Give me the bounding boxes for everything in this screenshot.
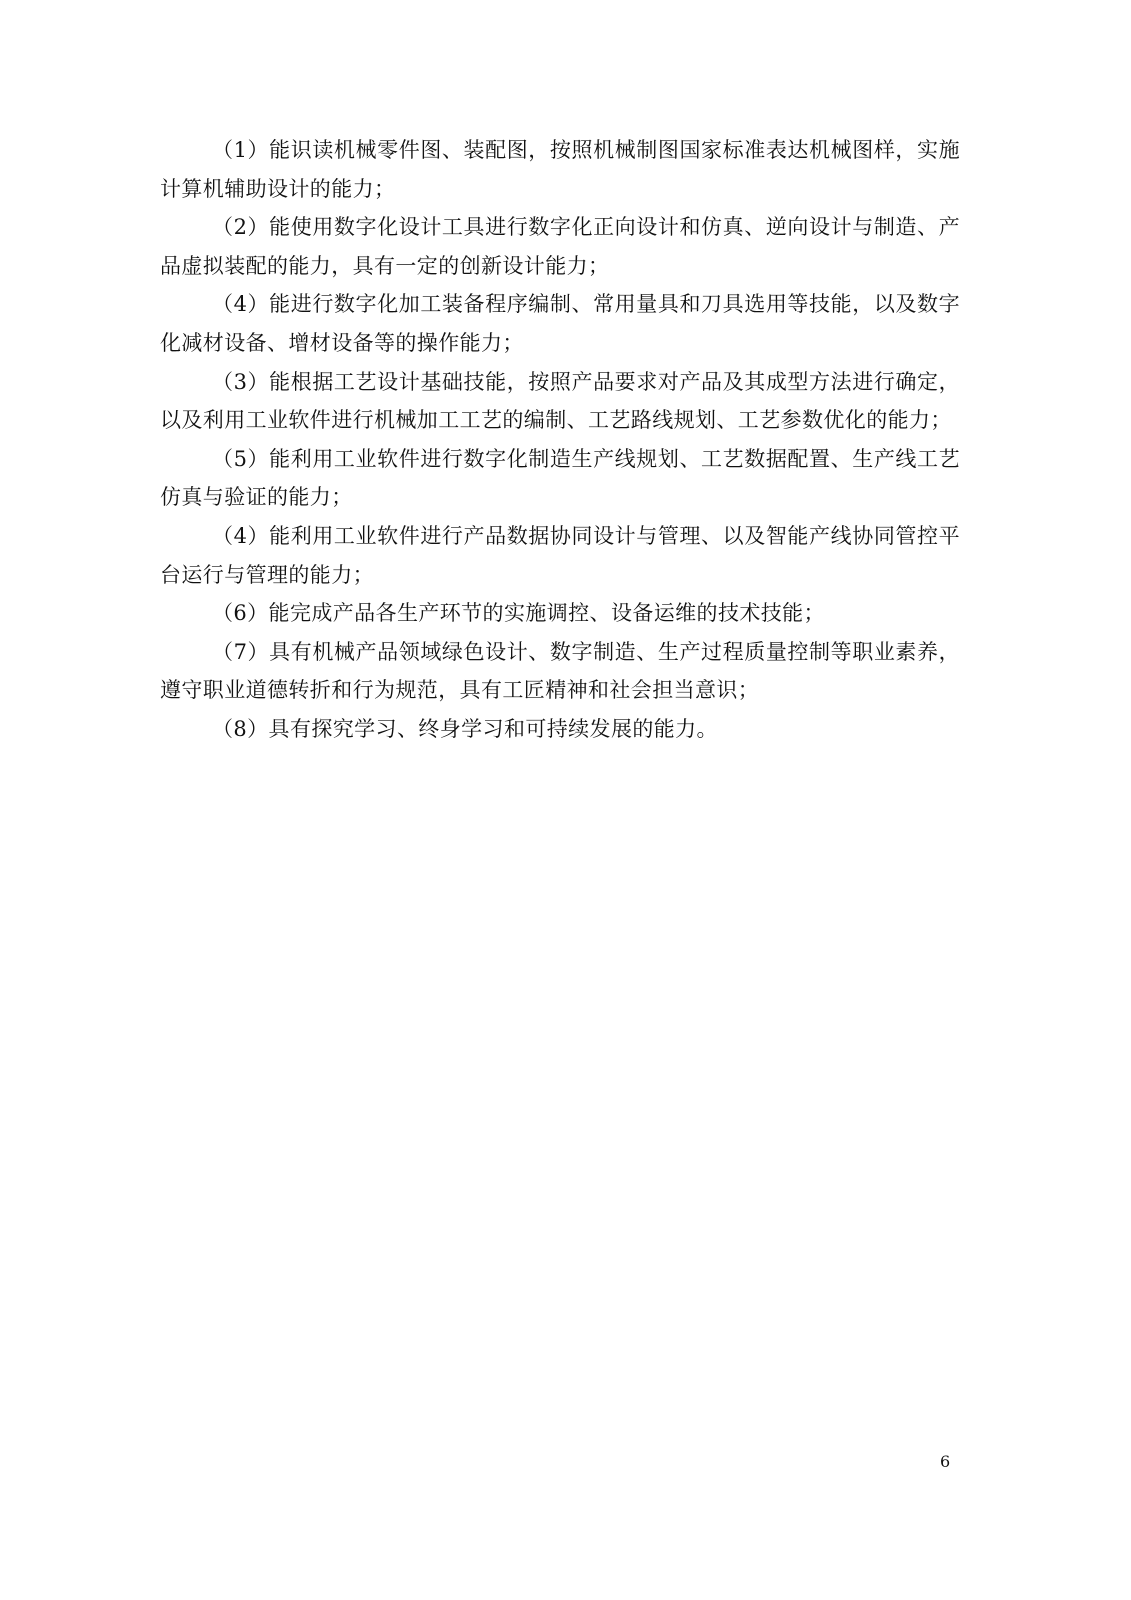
list-item: （4）能利用工业软件进行产品数据协同设计与管理、以及智能产线协同管控平台运行与管理的能力； [160, 523, 960, 587]
list-item: （5）能利用工业软件进行数字化制造生产线规划、工艺数据配置、生产线工艺仿真与验证的能力； [160, 446, 960, 510]
list-item: （4）能进行数字化加工装备程序编制、常用量具和刀具选用等技能，以及数字化减材设备、增材设备等的操作能力； [160, 292, 960, 355]
list-item: （2）能使用数字化设计工具进行数字化正向设计和仿真、逆向设计与制造、产品虚拟装配的能力，具有一定的创新设计能力； [160, 215, 960, 278]
list-item: （6）能完成产品各生产环节的实施调控、设备运维的技术技能； [212, 601, 825, 626]
page-number: 6 [940, 1452, 951, 1471]
list-item: （8）具有探究学习、终身学习和可持续发展的能力。 [212, 716, 718, 741]
ability-requirements-list [160, 131, 960, 749]
list-item: （7）具有机械产品领域绿色设计、数字制造、生产过程质量控制等职业素养，遵守职业道德转折和行为规范，具有工匠精神和社会担当意识； [160, 639, 960, 703]
list-item: （3）能根据工艺设计基础技能，按照产品要求对产品及其成型方法进行确定，以及利用工业软件进行机械加工工艺的编制、工艺路线规划、工艺参数优化的能力； [160, 369, 960, 433]
list-item: （1）能识读机械零件图、装配图，按照机械制图国家标准表达机械图样，实施计算机辅助设计的能力； [160, 138, 960, 201]
